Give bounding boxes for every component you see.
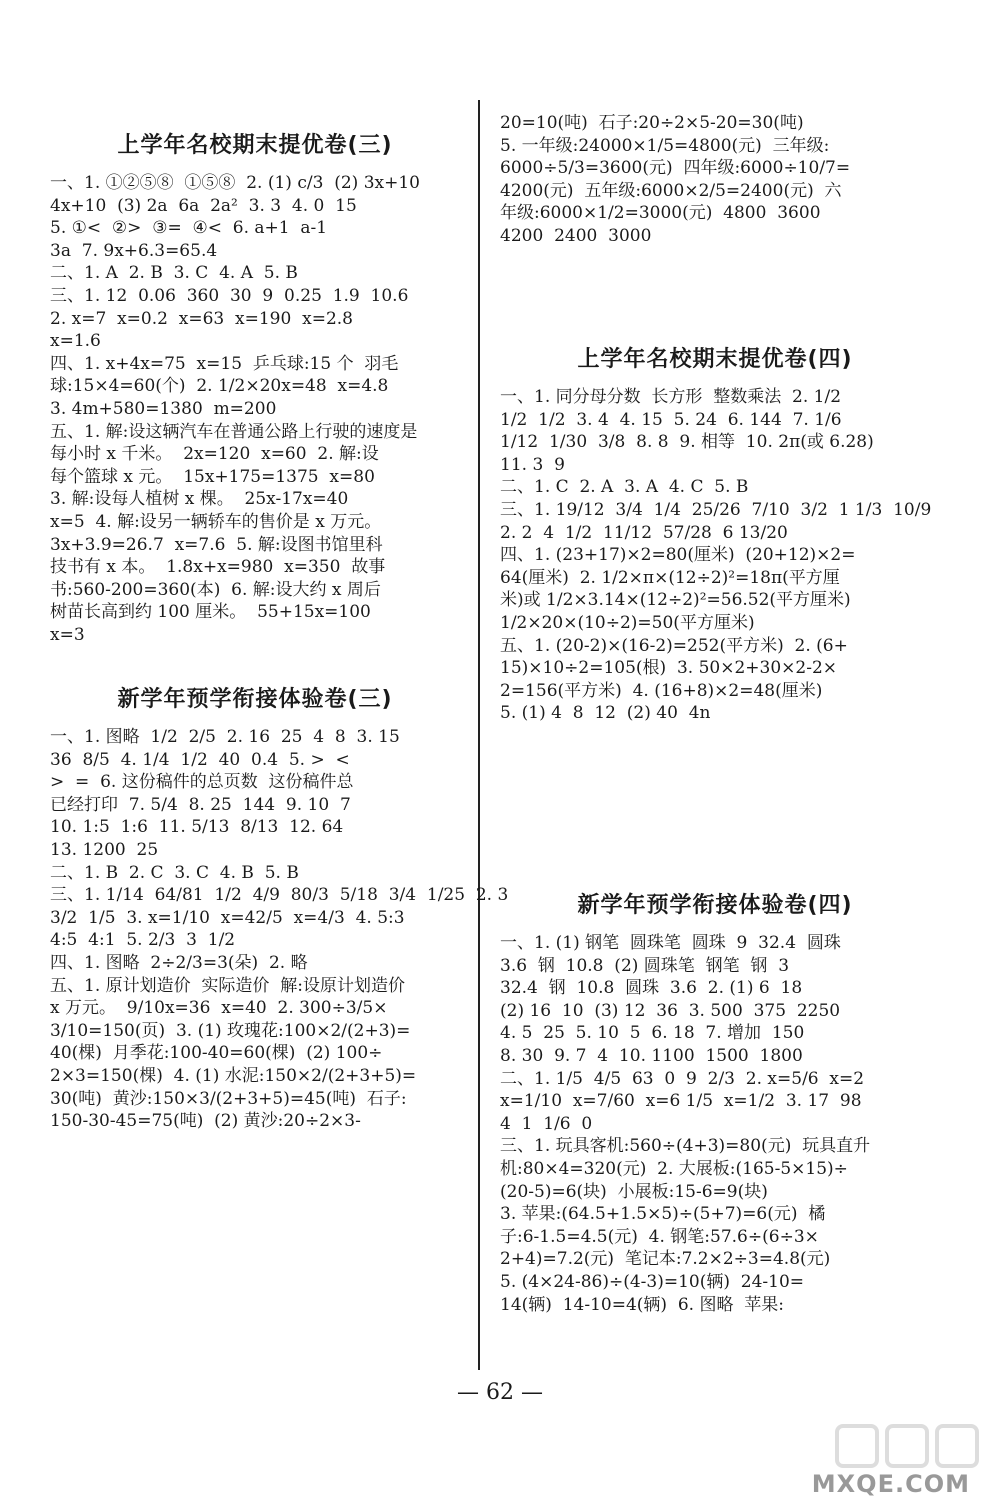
answer-line: 三、1. 12 0.06 360 30 9 0.25 1.9 10.6 — [50, 286, 409, 306]
answer-line: 4200 2400 3000 — [500, 226, 652, 246]
answer-line: 子:6-1.5=4.5(元) 4. 钢笔:57.6÷(6÷3× — [500, 1226, 819, 1247]
answer-line: 3. 苹果:(64.5+1.5×5)÷(5+7)=6(元) 橘 — [500, 1204, 826, 1225]
answer-line: (20-5)=6(块) 小展板:15-6=9(块) — [500, 1181, 768, 1202]
answer-line: 2=156(平方米) 4. (16+8)×2=48(厘米) — [500, 680, 823, 701]
answer-line: 球:15×4=60(个) 2. 1/2×20x=48 x=4.8 — [50, 376, 389, 397]
answer-line: 4:5 4:1 5. 2/3 3 1/2 — [50, 930, 236, 951]
answer-line: x 万元。 9/10x=36 x=40 2. 300÷3/5× — [50, 998, 388, 1019]
answer-line: 14(辆) 14-10=4(辆) 6. 图略 苹果: — [500, 1294, 785, 1315]
answer-line: 3/2 1/5 3. x=1/10 x=42/5 x=4/3 4. 5:3 — [50, 907, 405, 928]
answer-line: 3.6 钢 10.8 (2) 圆珠笔 钢笔 钢 3 — [500, 955, 790, 976]
section-title: 新学年预学衔接体验卷(三) — [117, 687, 393, 712]
column-divider — [478, 100, 480, 1370]
answer-line: 每个篮球 x 元。 15x+175=1375 x=80 — [50, 466, 375, 487]
answer-line: 6000÷5/3=3600(元) 四年级:6000÷10/7= — [500, 158, 851, 179]
answer-line: 五、1. 原计划造价 实际造价 解:设原计划造价 — [50, 975, 405, 996]
answer-line: 2×3=150(棵) 4. (1) 水泥:150×2/(2+3+5)= — [50, 1066, 417, 1086]
answer-line: 64(厘米) 2. 1/2×π×(12÷2)²=18π(平方厘 — [500, 567, 840, 588]
answer-line: 三、1. 1/14 64/81 1/2 4/9 80/3 5/18 3/4 1/25 2. 3 — [50, 885, 509, 906]
answer-line: 4. 5 25 5. 10 5 6. 18 7. 增加 150 — [500, 1023, 805, 1044]
answer-line: x=1.6 — [50, 331, 101, 352]
answer-line: 树苗长高到约 100 厘米。 55+15x=100 — [50, 602, 371, 623]
section-title: 新学年预学衔接体验卷(四) — [577, 893, 853, 918]
answer-line: x=1/10 x=7/60 x=6 1/5 x=1/2 3. 17 98 — [500, 1091, 862, 1112]
answer-line: 二、1. B 2. C 3. C 4. B 5. B — [50, 862, 299, 883]
answer-line: 4200(元) 五年级:6000×2/5=2400(元) 六 — [500, 180, 842, 201]
watermark-text: MXQE.COM — [811, 1470, 970, 1498]
answer-line: 米)或 1/2×3.14×(12÷2)²=56.52(平方厘米) — [500, 590, 851, 611]
answer-line: 30(吨) 黄沙:150×3/(2+3+5)=45(吨) 石子: — [50, 1088, 407, 1109]
answer-line: 1/12 1/30 3/8 8. 8 9. 相等 10. 2π(或 6.28) — [500, 432, 874, 453]
answer-line: 5. (1) 4 8 12 (2) 40 4n — [500, 703, 711, 724]
answer-line: 3. 4m+580=1380 m=200 — [50, 399, 277, 419]
answer-line: 13. 1200 25 — [50, 840, 159, 860]
answer-line: 一、1. 图略 1/2 2/5 2. 16 25 4 8 3. 15 — [50, 727, 400, 747]
answer-line: x=5 4. 解:设另一辆轿车的售价是 x 万元。 — [50, 512, 382, 532]
answer-line: 3. 解:设每人植树 x 棵。 25x-17x=40 — [50, 489, 349, 510]
answer-line: (2) 16 10 (3) 12 36 3. 500 375 2250 — [500, 1000, 841, 1021]
answer-line: 2. 2 4 1/2 11/12 57/28 6 13/20 — [500, 522, 788, 543]
answer-line: 已经打印 7. 5/4 8. 25 144 9. 10 7 — [50, 794, 351, 815]
answer-line: 5. (4×24-86)÷(4-3)=10(辆) 24-10= — [500, 1272, 805, 1292]
answer-line: 二、1. A 2. B 3. C 4. A 5. B — [50, 263, 298, 284]
answer-line: 二、1. C 2. A 3. A 4. C 5. B — [500, 477, 749, 498]
answer-line: 技书有 x 本。 1.8x+x=980 x=350 故事 — [50, 557, 386, 578]
answer-line: 15)×10÷2=105(根) 3. 50×2+30×2-2× — [500, 658, 838, 679]
answer-line: 2+4)=7.2(元) 笔记本:7.2×2÷3=4.8(元) — [500, 1249, 831, 1270]
answer-line: 一、1. (1) 钢笔 圆珠笔 圆珠 9 32.4 圆珠 — [500, 933, 841, 953]
answer-line: 1/2×20×(10÷2)=50(平方厘米) — [500, 613, 755, 633]
answer-line: 36 8/5 4. 1/4 1/2 40 0.4 5. > < — [50, 749, 350, 770]
answer-line: 每小时 x 千米。 2x=120 x=60 2. 解:设 — [50, 444, 379, 465]
answer-line: 40(棵) 月季花:100-40=60(棵) (2) 100÷ — [50, 1043, 383, 1064]
answer-line: 3a 7. 9x+6.3=65.4 — [50, 240, 218, 261]
section-title: 上学年名校期末提优卷(三) — [117, 133, 393, 158]
answer-line: 一、1. 同分母分数 长方形 整数乘法 2. 1/2 — [500, 387, 842, 407]
answer-line: 年级:6000×1/2=3000(元) 4800 3600 — [500, 203, 821, 224]
answer-line: 二、1. 1/5 4/5 63 0 9 2/3 2. x=5/6 x=2 — [500, 1068, 865, 1089]
answer-line: 32.4 钢 10.8 圆珠 3.6 2. (1) 6 18 — [500, 978, 803, 999]
answer-line: 3/10=150(页) 3. (1) 玫瑰花:100×2/(2+3)= — [50, 1020, 411, 1041]
section-title: 上学年名校期末提优卷(四) — [577, 347, 853, 372]
answer-line: x=3 — [50, 625, 85, 645]
answer-line: 3x+3.9=26.7 x=7.6 5. 解:设图书馆里科 — [50, 534, 383, 555]
answer-line: 四、1. 图略 2÷2/3=3(朵) 2. 略 — [50, 953, 308, 973]
answer-line: 2. x=7 x=0.2 x=63 x=190 x=2.8 — [50, 308, 353, 329]
answer-line: > = 6. 这份稿件的总页数 这份稿件总 — [50, 772, 354, 793]
answer-line: 20=10(吨) 石子:20÷2×5-20=30(吨) — [500, 113, 804, 133]
answer-line: 150-30-45=75(吨) (2) 黄沙:20÷2×3- — [50, 1111, 361, 1132]
answer-line: 四、1. (23+17)×2=80(厘米) (20+12)×2= — [500, 545, 856, 566]
answer-line: 三、1. 19/12 3/4 1/4 25/26 7/10 3/2 1 1/3 10/9 — [500, 500, 932, 520]
answer-line: 11. 3 9 — [500, 454, 565, 475]
answer-line: 1/2 1/2 3. 4 4. 15 5. 24 6. 144 7. 1/6 — [500, 409, 842, 430]
answer-line: 4 1 1/6 0 — [500, 1113, 593, 1134]
answer-line: 5. ①< ②> ③= ④< 6. a+1 a-1 — [50, 218, 328, 239]
answer-line: 四、1. x+4x=75 x=15 乒乓球:15 个 羽毛 — [50, 353, 399, 374]
answer-line: 五、1. (20-2)×(16-2)=252(平方米) 2. (6+ — [500, 635, 848, 656]
answer-line: 三、1. 玩具客机:560÷(4+3)=80(元) 玩具直升 — [500, 1136, 871, 1157]
answer-line: 五、1. 解:设这辆汽车在普通公路上行驶的速度是 — [50, 421, 418, 442]
answer-line: 10. 1:5 1:6 11. 5/13 8/13 12. 64 — [50, 817, 344, 838]
answer-line: 机:80×4=320(元) 2. 大展板:(165-5×15)÷ — [500, 1159, 848, 1179]
answer-line: 一、1. ①②⑤⑧ ①⑤⑧ 2. (1) c/3 (2) 3x+10 — [50, 173, 420, 193]
answer-line: 8. 30 9. 7 4 10. 1100 1500 1800 — [500, 1046, 803, 1066]
page-number: — 62 — — [457, 1380, 543, 1405]
answer-line: 书:560-200=360(本) 6. 解:设大约 x 周后 — [50, 579, 381, 600]
answer-line: 5. 一年级:24000×1/5=4800(元) 三年级: — [500, 135, 830, 156]
answer-line: 4x+10 (3) 2a 6a 2a² 3. 3 4. 0 15 — [50, 195, 357, 216]
